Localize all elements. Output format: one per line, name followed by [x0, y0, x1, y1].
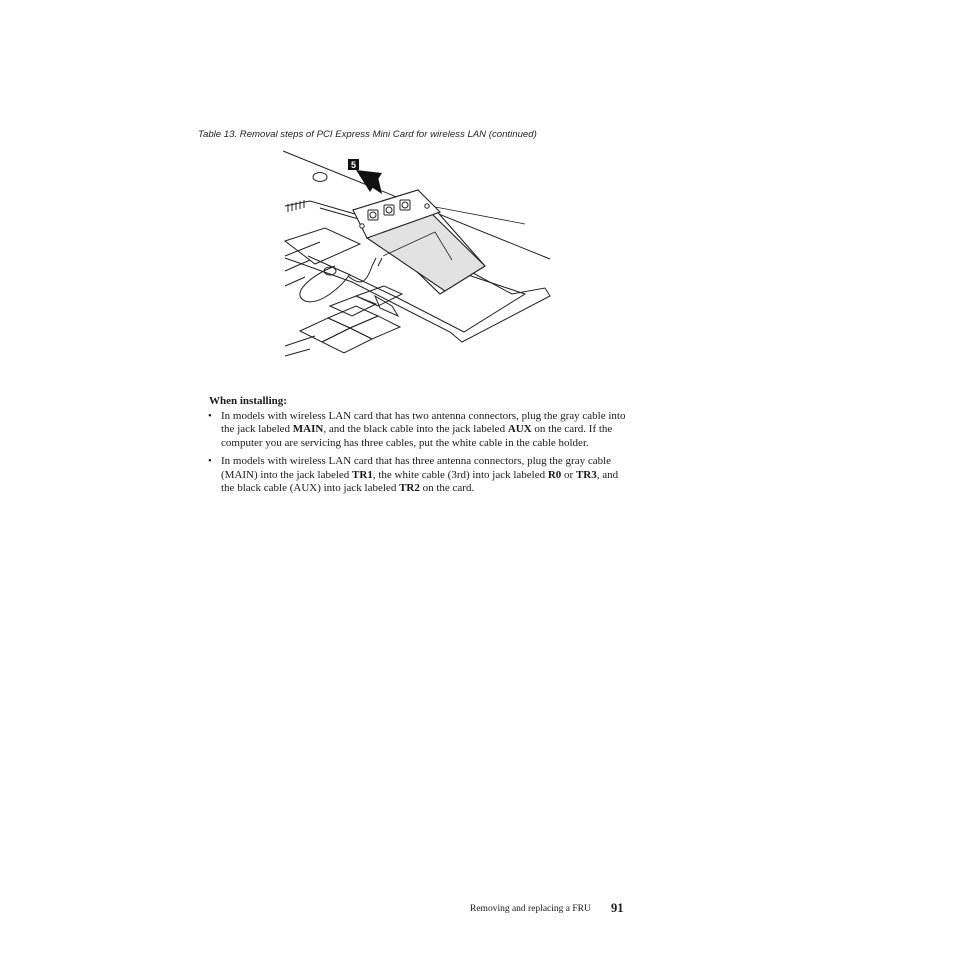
wireless-lan-card-illustration — [280, 146, 552, 366]
step-label: 5 — [350, 160, 357, 170]
jack-label-tr1: TR1 — [352, 468, 373, 481]
jack-label-aux: AUX — [507, 423, 532, 436]
section-heading: When installing: — [209, 395, 287, 407]
bullet-text: In models with wireless LAN card that has three antenna connectors, plug the gray cable (MAIN) into the jack labeled TR1, the white cable (3rd) into jack labeled R0 or TR3, and the black cable (AUX) into jack labeled TR2 on the card. — [221, 455, 619, 495]
list-item — [207, 455, 627, 495]
bullet-marker: • — [208, 455, 212, 468]
jack-label-tr2: TR2 — [399, 482, 420, 495]
jack-label-tr3: TR3 — [575, 468, 597, 481]
installation-notes-list — [207, 410, 627, 500]
jack-label-r0: R0 — [547, 468, 562, 481]
removal-illustration — [280, 146, 552, 366]
page-number: 91 — [611, 901, 624, 915]
list-item — [207, 410, 627, 450]
bullet-marker: • — [208, 410, 212, 422]
footer-section-title: Removing and replacing a FRU — [470, 904, 591, 914]
bullet-text: In models with wireless LAN card that has two antenna connectors, plug the gray cable into the jack labeled MAIN, and the black cable into the jack labeled AUX on the card. If the computer you are servicing has three cables, put the white cable in the cable holder. — [221, 410, 626, 449]
table-caption: Table 13. Removal steps of PCI Express Mini Card for wireless LAN (continued) — [198, 129, 537, 140]
jack-label-main: MAIN — [292, 423, 324, 436]
